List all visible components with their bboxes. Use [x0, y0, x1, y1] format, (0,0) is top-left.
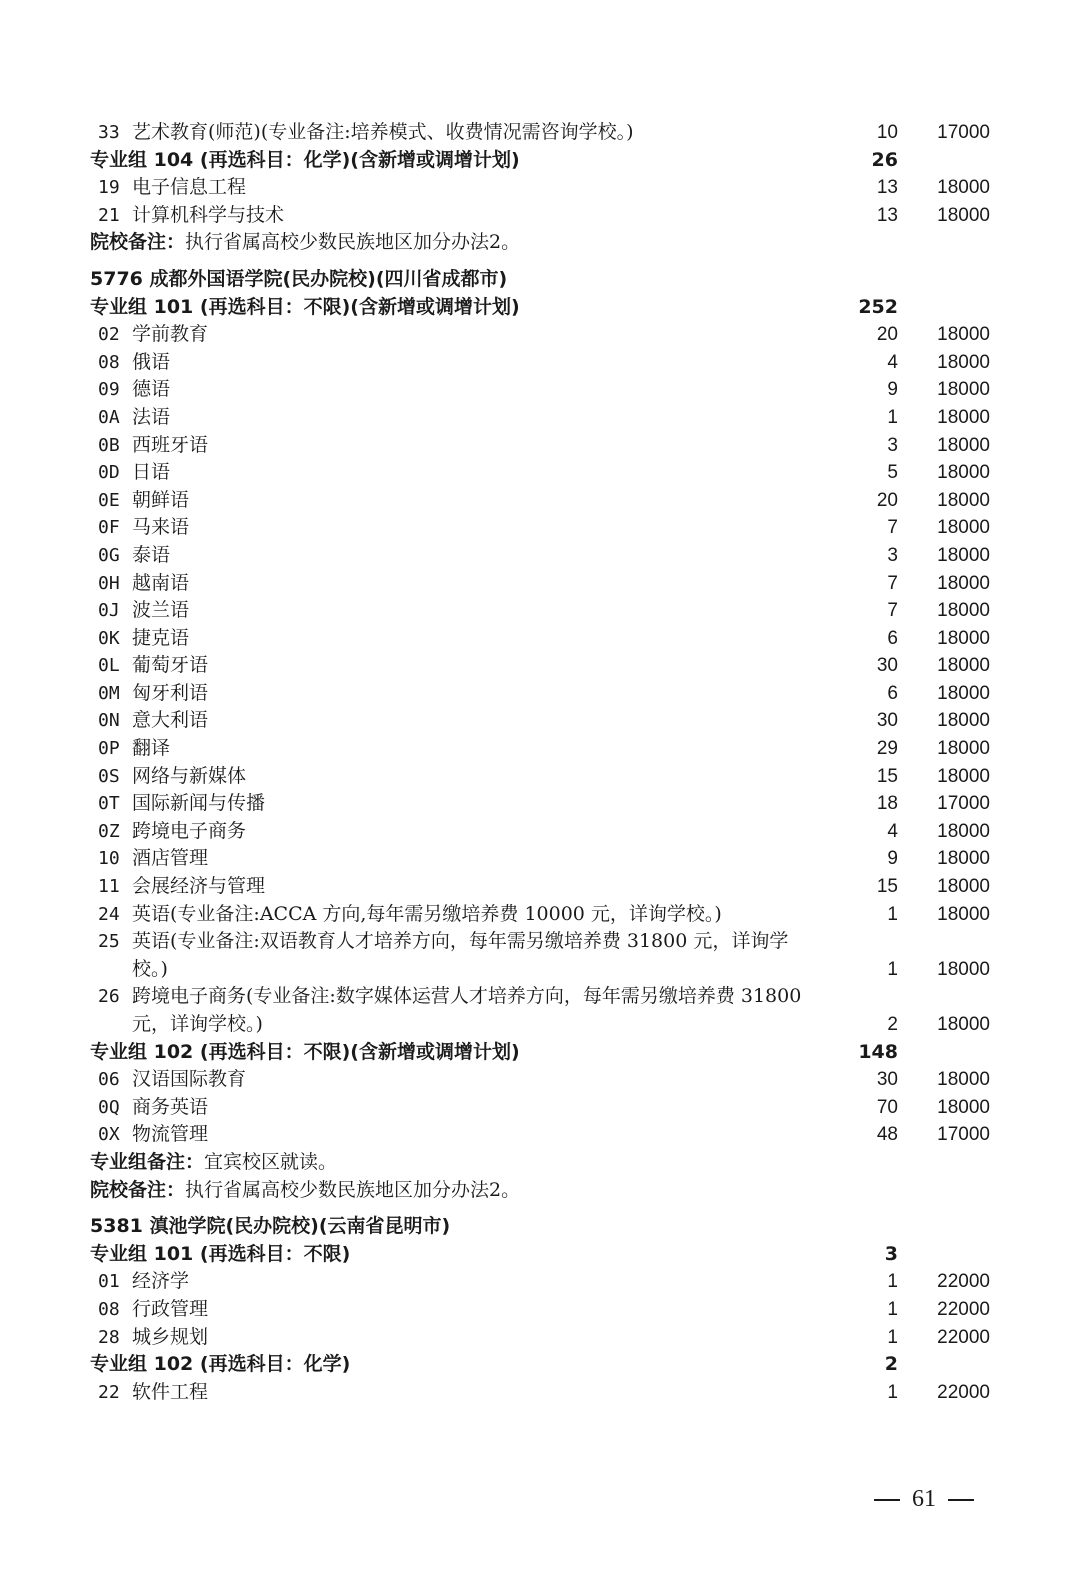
- plan-count: 13: [876, 204, 898, 226]
- group-title: 专业组 102 (再选科目：化学): [90, 1353, 351, 1376]
- major-row: [0, 983, 1080, 1038]
- major-row: [0, 1066, 1080, 1094]
- tuition-fee: 18000: [937, 351, 990, 373]
- major-name: 软件工程: [132, 1380, 209, 1403]
- major-row: [0, 790, 1080, 818]
- plan-count: 13: [876, 177, 898, 199]
- plan-count: 70: [876, 1096, 898, 1118]
- tuition-fee: 22000: [937, 1381, 990, 1403]
- tuition-fee: 18000: [937, 600, 990, 622]
- tuition-fee: 18000: [937, 765, 990, 787]
- major-code: 11: [98, 876, 120, 898]
- plan-count: 30: [876, 710, 898, 732]
- major-name: 越南语: [132, 571, 190, 594]
- tuition-fee: 18000: [937, 379, 990, 401]
- major-name: 英语(专业备注:双语教育人才培养方向，每年需另缴培养费 31800 元，详询学校。): [132, 930, 789, 980]
- major-code: 0G: [98, 544, 120, 566]
- major-name: 意大利语: [132, 709, 209, 732]
- major-row: [0, 1296, 1080, 1324]
- major-row: [0, 1324, 1080, 1352]
- group-count: 252: [858, 295, 898, 318]
- major-name: 西班牙语: [132, 433, 209, 456]
- major-code: 0P: [98, 738, 120, 760]
- note-content: [90, 229, 520, 257]
- plan-count: 4: [887, 351, 898, 373]
- major-name: 酒店管理: [132, 847, 209, 870]
- plan-count: 29: [876, 738, 898, 760]
- major-code: 0N: [98, 710, 120, 732]
- major-row: [0, 763, 1080, 791]
- major-code: 19: [98, 177, 120, 199]
- enrollment-plan-table: [0, 119, 1080, 1406]
- tuition-fee: 18000: [937, 710, 990, 732]
- tuition-fee: 18000: [937, 572, 990, 594]
- major-name: 计算机科学与技术: [132, 203, 285, 226]
- note-row: [0, 1177, 1080, 1205]
- major-name: 泰语: [132, 543, 171, 566]
- plan-count: 15: [876, 765, 898, 787]
- major-name: 跨境电子商务: [132, 819, 247, 842]
- major-code: 0E: [98, 489, 120, 511]
- major-code: 0A: [98, 406, 120, 428]
- note-text: 执行省属高校少数民族地区加分办法2。: [185, 1178, 521, 1201]
- plan-count: 9: [887, 848, 898, 870]
- group-count: 148: [858, 1040, 898, 1063]
- major-code: 0S: [98, 765, 120, 787]
- major-row: [0, 542, 1080, 570]
- major-row: [0, 376, 1080, 404]
- plan-count: 6: [887, 682, 898, 704]
- major-row: [0, 514, 1080, 542]
- plan-count: 20: [876, 324, 898, 346]
- major-name: 日语: [132, 461, 171, 484]
- plan-count: 1: [887, 1381, 898, 1403]
- major-row: [0, 901, 1080, 929]
- major-row: [0, 1094, 1080, 1122]
- major-name: 波兰语: [132, 599, 190, 622]
- group-row: [0, 147, 1080, 175]
- major-code: 10: [98, 848, 120, 870]
- school-row: [0, 1213, 1080, 1241]
- major-code: 0H: [98, 572, 120, 594]
- major-row: [0, 487, 1080, 515]
- major-code: 22: [98, 1381, 120, 1403]
- major-row: [0, 202, 1080, 230]
- major-row: [0, 432, 1080, 460]
- major-name: 英语(专业备注:ACCA 方向,每年需另缴培养费 10000 元，详询学校。): [132, 902, 722, 925]
- major-name: 葡萄牙语: [132, 654, 209, 677]
- plan-count: 7: [887, 572, 898, 594]
- major-name: 电子信息工程: [132, 176, 247, 199]
- major-code: 0B: [98, 434, 120, 456]
- note-text: 宜宾校区就读。: [204, 1150, 338, 1173]
- plan-count: 20: [876, 489, 898, 511]
- tuition-fee: 17000: [937, 793, 990, 815]
- tuition-fee: 22000: [937, 1326, 990, 1348]
- major-row: [0, 818, 1080, 846]
- note-label: 院校备注：: [90, 231, 186, 254]
- tuition-fee: 18000: [937, 406, 990, 428]
- major-code: 0X: [98, 1124, 120, 1146]
- tuition-fee: 18000: [937, 462, 990, 484]
- major-code: 0Q: [98, 1096, 120, 1118]
- major-code: 0M: [98, 682, 120, 704]
- group-count: 26: [871, 148, 898, 171]
- major-row: [0, 652, 1080, 680]
- major-row: [0, 459, 1080, 487]
- tuition-fee: 18000: [937, 903, 990, 925]
- major-code: 33: [98, 122, 120, 143]
- major-row: [0, 174, 1080, 202]
- group-title: 专业组 102 (再选科目：不限)(含新增或调增计划): [90, 1040, 520, 1063]
- note-text: 执行省属高校少数民族地区加分办法2。: [185, 231, 521, 254]
- tuition-fee: 22000: [937, 1298, 990, 1320]
- plan-count: 9: [887, 379, 898, 401]
- group-row: [0, 1241, 1080, 1269]
- tuition-fee: 18000: [937, 489, 990, 511]
- plan-count: 7: [887, 517, 898, 539]
- group-title: 专业组 101 (再选科目：不限): [90, 1242, 351, 1265]
- group-row: [0, 1039, 1080, 1067]
- group-count: 3: [884, 1242, 898, 1265]
- tuition-fee: 17000: [937, 122, 990, 143]
- major-code: 24: [98, 903, 120, 925]
- major-row: [0, 928, 1080, 983]
- plan-count: 30: [876, 655, 898, 677]
- plan-count: 10: [876, 122, 898, 143]
- plan-count: 3: [887, 544, 898, 566]
- major-code: 0K: [98, 627, 120, 649]
- major-row: [0, 349, 1080, 377]
- note-label: 院校备注：: [90, 1178, 186, 1201]
- major-row: [0, 707, 1080, 735]
- major-code: 21: [98, 204, 120, 226]
- group-row: [0, 294, 1080, 322]
- major-row: [0, 404, 1080, 432]
- major-row: [0, 1379, 1080, 1407]
- major-name: 德语: [132, 378, 171, 401]
- tuition-fee: 18000: [937, 1069, 990, 1091]
- plan-count: 30: [876, 1069, 898, 1091]
- major-code: 01: [98, 1271, 120, 1293]
- plan-count: 4: [887, 820, 898, 842]
- major-name: 艺术教育(师范)(专业备注:培养模式、收费情况需咨询学校。): [132, 121, 634, 143]
- tuition-fee: 18000: [937, 434, 990, 456]
- major-code: 0Z: [98, 820, 120, 842]
- note-content: [90, 1177, 520, 1205]
- major-row: [0, 625, 1080, 653]
- tuition-fee: 18000: [937, 820, 990, 842]
- major-code: 0L: [98, 655, 120, 677]
- tuition-fee: 17000: [937, 1124, 990, 1146]
- tuition-fee: 18000: [937, 738, 990, 760]
- group-title: 专业组 104 (再选科目：化学)(含新增或调增计划): [90, 148, 520, 171]
- tuition-fee: 18000: [937, 848, 990, 870]
- major-row: [0, 1268, 1080, 1296]
- major-row: [0, 873, 1080, 901]
- tuition-fee: 18000: [937, 1096, 990, 1118]
- major-code: 0F: [98, 517, 120, 539]
- plan-count: 1: [887, 1271, 898, 1293]
- major-code: 0D: [98, 462, 120, 484]
- plan-count: 1: [887, 958, 898, 980]
- group-title: 专业组 101 (再选科目：不限)(含新增或调增计划): [90, 295, 520, 318]
- major-name: 朝鲜语: [132, 488, 190, 511]
- tuition-fee: 18000: [937, 682, 990, 704]
- plan-count: 1: [887, 1326, 898, 1348]
- major-name: 学前教育: [132, 323, 209, 346]
- major-row: [0, 735, 1080, 763]
- major-row: [0, 119, 1080, 147]
- major-name: 城乡规划: [132, 1325, 209, 1348]
- major-code: 0J: [98, 600, 120, 622]
- dash-right: [948, 1499, 974, 1501]
- major-name: 经济学: [132, 1270, 190, 1293]
- major-name: 网络与新媒体: [132, 764, 247, 787]
- tuition-fee: 18000: [937, 876, 990, 898]
- plan-count: 6: [887, 627, 898, 649]
- plan-count: 5: [887, 462, 898, 484]
- major-code: 28: [98, 1326, 120, 1348]
- major-name: 俄语: [132, 350, 171, 373]
- page-number: [862, 1486, 986, 1513]
- plan-count: 48: [876, 1124, 898, 1146]
- major-row: [0, 845, 1080, 873]
- major-row: [0, 680, 1080, 708]
- page-number-value: 61: [912, 1486, 936, 1512]
- major-name: 会展经济与管理: [132, 875, 266, 898]
- school-title: 5776 成都外国语学院(民办院校)(四川省成都市): [90, 267, 508, 290]
- plan-count: 1: [887, 903, 898, 925]
- major-name: 汉语国际教育: [132, 1068, 247, 1091]
- school-row: [0, 266, 1080, 294]
- dash-left: [874, 1499, 900, 1501]
- major-name: 捷克语: [132, 626, 190, 649]
- tuition-fee: 18000: [937, 544, 990, 566]
- major-code: 25: [98, 931, 120, 953]
- major-row: [0, 570, 1080, 598]
- group-row: [0, 1351, 1080, 1379]
- major-name: 匈牙利语: [132, 681, 209, 704]
- major-name: 跨境电子商务(专业备注:数字媒体运营人才培养方向，每年需另缴培养费 31800 元，详询学校。): [132, 985, 802, 1035]
- note-row: [0, 229, 1080, 257]
- major-name: 马来语: [132, 516, 190, 539]
- major-code: 02: [98, 324, 120, 346]
- plan-count: 18: [876, 793, 898, 815]
- tuition-fee: 18000: [937, 958, 990, 980]
- major-row: [0, 597, 1080, 625]
- tuition-fee: 22000: [937, 1271, 990, 1293]
- major-code: 08: [98, 351, 120, 373]
- plan-count: 15: [876, 876, 898, 898]
- school-title: 5381 滇池学院(民办院校)(云南省昆明市): [90, 1215, 451, 1238]
- major-name: 物流管理: [132, 1123, 209, 1146]
- plan-count: 7: [887, 600, 898, 622]
- plan-count: 2: [887, 1014, 898, 1035]
- tuition-fee: 18000: [937, 1014, 990, 1035]
- tuition-fee: 18000: [937, 517, 990, 539]
- major-code: 08: [98, 1298, 120, 1320]
- group-count: 2: [884, 1353, 898, 1376]
- plan-count: 1: [887, 406, 898, 428]
- plan-count: 3: [887, 434, 898, 456]
- major-row: [0, 1121, 1080, 1149]
- plan-count: 1: [887, 1298, 898, 1320]
- note-content: [90, 1149, 337, 1177]
- note-row: [0, 1149, 1080, 1177]
- major-code: 26: [98, 986, 120, 1008]
- major-code: 0T: [98, 793, 120, 815]
- note-label: 专业组备注：: [90, 1150, 205, 1173]
- tuition-fee: 18000: [937, 204, 990, 226]
- major-row: [0, 321, 1080, 349]
- major-name: 商务英语: [132, 1095, 209, 1118]
- tuition-fee: 18000: [937, 655, 990, 677]
- tuition-fee: 18000: [937, 324, 990, 346]
- major-name: 翻译: [132, 737, 171, 760]
- major-name: 法语: [132, 405, 171, 428]
- major-code: 09: [98, 379, 120, 401]
- major-code: 06: [98, 1069, 120, 1091]
- tuition-fee: 18000: [937, 177, 990, 199]
- major-name: 国际新闻与传播: [132, 792, 266, 815]
- major-name: 行政管理: [132, 1297, 209, 1320]
- tuition-fee: 18000: [937, 627, 990, 649]
